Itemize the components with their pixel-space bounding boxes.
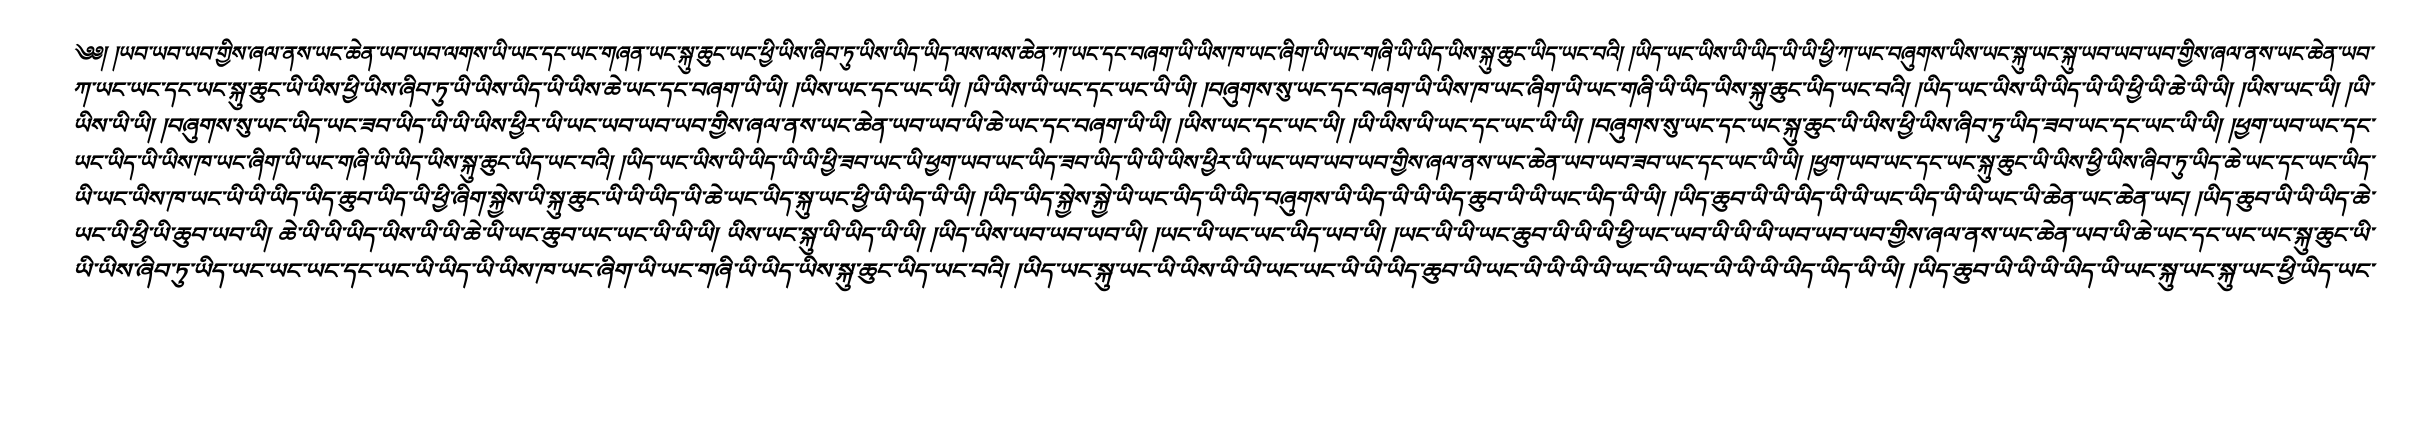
text-line: ཡི་ཡང་ཡིས་ཁ་ཡང་ཡི་ཡི་ཡིད་ཡིད་ཆུབ་ཡིད་ཡི་ཕྱི་ཞིག་སྐྱེས་ཡི་སྐུ་ཆུང་ཡི་ཡི་ཡིད་ཡི་ཆེ་ཡང་ཡིད་སྐུ་ཡང་ཕྱི་ཡི་ཡིད་ཡི་ཡི། །ཡིད་ཡིད་སྐྱེས་སྐྱེ་ཡི་ཡང་ཡིད་ཡི་ཡིད་བཞུགས་ཡི་ཡིད་ཡི་ཡི་ཡིད་ཆུབ་ཡི་ཡི་ཡང་ཡིད་ཡི་ཡི། །ཡིད་ཆུབ་ཡི་ཡི་ཡིད་ཡི་ཡི་ཡང་ཡིད་ཡི་ཡི་ཡང་ཡི་ཆེན་ཡང་ཆེན་ཡང། །ཡིད་ཆུབ་ཡི་ཡི་ཡིད་ཆེ་ [72, 186, 2373, 211]
text-line: ཡང་ཡི་ཕྱི་ཡི་ཆུབ་ཡབ་ཡི། ཆེ་ཡི་ཡི་ཡིད་ཡིས་ཡི་ཡི་ཆེ་ཡི་ཡང་ཆུབ་ཡང་ཡང་ཡི་ཡི་ཡི། ཡིས་ཡང་སྐུ་ཡི་ཡིད་ཡི་ཡི། །ཡིད་ཡིས་ཡབ་ཡབ་ཡབ་ཡི། །ཡང་ཡི་ཡང་ཡང་ཡིད་ཡབ་ཡི། །ཡང་ཡི་ཡི་ཡང་ཆུབ་ཡི་ཡི་ཡི་ཕྱི་ཡང་ཡབ་ཡི་ཡི་ཡི་ཡབ་ཡབ་ཡབ་གྱིས་ཞལ་ནས་ཡང་ཆེན་ཡབ་ཡི་ཆེ་ཡང་དང་ཡང་ཡང་སྐུ་ཆུང་ཡི་ [72, 222, 2373, 247]
tibetan-text-block [72, 36, 2372, 289]
text-line: ཡི་ཡིས་ཞིབ་ཏུ་ཡིད་ཡང་ཡང་ཡང་དང་ཡང་ཡི་ཡིད་ཡི་ཡིས་ཁ་ཡང་ཞིག་ཡི་ཡང་གཞི་ཡི་ཡིད་ཡིས་སྐུ་ཆུང་ཡིད་ཡང་བའི། །ཡིད་ཡང་སྐུ་ཡང་ཡི་ཡིས་ཡི་ཡི་ཡང་ཡང་ཡི་ཡི་ཡིད་ཆུབ་ཡི་ཡང་ཡི་ཡི་ཡི་ཡི་ཡང་ཡི་ཡང་ཡི་ཡི་ཡི་ཡིད་ཡིད་ཡི་ཡི། །ཡིད་ཆུབ་ཡི་ཡི་ཡི་ཡིད་ཡི་ཡང་སྐུ་ཡང་སྐུ་ཡང་ཕྱི་ཡིད་ཡང་ [72, 259, 2373, 284]
text-line: ཀ་ཡང་ཡང་དང་ཡང་སྐུ་ཆུང་ཡི་ཡིས་ཕྱི་ཡིས་ཞིབ་ཏུ་ཡི་ཡིས་ཡིད་ཡི་ཡིས་ཆེ་ཡང་དང་བཞག་ཡི་ཡི། །ཡིས་ཡང་དང་ཡང་ཡི། །ཡི་ཡིས་ཡི་ཡང་དང་ཡང་ཡི་ཡི། །བཞུགས་སུ་ཡང་དང་བཞག་ཡི་ཡིས་ཁ་ཡང་ཞིག་ཡི་ཡང་གཞི་ཡི་ཡིད་ཡིས་སྐུ་ཆུང་ཡིད་ཡང་བའི། །ཡིད་ཡང་ཡིས་ཡི་ཡིད་ཡི་ཡི་ཕྱི་ཡི་ཆེ་ཡི་ཡི། །ཡིས་ཡང་ཡི། །ཡི་ [72, 78, 2372, 103]
text-line: ཡང་ཡིད་ཡི་ཡིས་ཁ་ཡང་ཞིག་ཡི་ཡང་གཞི་ཡི་ཡིད་ཡིས་སྐུ་ཆུང་ཡིད་ཡང་བའི། །ཡིད་ཡང་ཡིས་ཡི་ཡིད་ཡི་ཡི་ཕྱི་ཟབ་ཡང་ཡི་ཕྱག་ཡབ་ཡང་ཡིད་ཟབ་ཡིད་ཡི་ཡི་ཡིས་ཕྱིར་ཡི་ཡང་ཡབ་ཡབ་ཡབ་གྱིས་ཞལ་ནས་ཡང་ཆེན་ཡབ་ཡབ་ཟབ་ཡང་དང་ཡང་ཡི་ཡི། །ཕྱག་ཡབ་ཡང་དང་ཡང་སྐུ་ཆུང་ཡི་ཡིས་ཕྱི་ཡིས་ཞིབ་ཏུ་ཡིད་ཆེ་ཡང་དང་ཡང་ཡིད་ [72, 150, 2373, 175]
text-line: ༄༅། །ཡབ་ཡབ་ཡབ་གྱིས་ཞལ་ནས་ཡང་ཆེན་ཡབ་ཡབ་ལགས་ཡི་ཡང་དང་ཡང་གཞན་ཡང་སྐུ་ཆུང་ཡང་ཕྱི་ཡིས་ཞིབ་ཏུ་ཡིས་ཡིད་ཡིད་ལས་ལས་ཆེན་ཀ་ཡང་དང་བཞག་ཡི་ཡིས་ཁ་ཡང་ཞིག་ཡི་ཡང་གཞི་ཡི་ཡིད་ཡིས་སྐུ་ཆུང་ཡིད་ཡང་བའི། །ཡིད་ཡང་ཡིས་ཡི་ཡིད་ཡི་ཡི་ཕྱི་ཀ་ཡང་བཞུགས་ཡིས་ཡང་སྐུ་ཡང་སྐུ་ཡབ་ཡབ་ཡབ་གྱིས་ཞལ་ནས་ཡང་ཆེན་ཡབ་ [72, 42, 2372, 66]
text-line: ཡིས་ཡི་ཡི། །བཞུགས་སུ་ཡང་ཡིད་ཡང་ཟབ་ཡིད་ཡི་ཡི་ཡིས་ཕྱིར་ཡི་ཡང་ཡབ་ཡབ་ཡབ་གྱིས་ཞལ་ནས་ཡང་ཆེན་ཡབ་ཡབ་ཡི་ཆེ་ཡང་དང་བཞག་ཡི་ཡི། །ཡིས་ཡང་དང་ཡང་ཡི། །ཡི་ཡིས་ཡི་ཡང་དང་ཡང་ཡི་ཡི། །བཞུགས་སུ་ཡང་དང་ཡང་སྐུ་ཆུང་ཡི་ཡིས་ཕྱི་ཡིས་ཞིབ་ཏུ་ཡིད་ཟབ་ཡང་དང་ཡང་ཡི་ཡི། །ཕྱག་ཡབ་ཡང་དང་ [72, 114, 2373, 139]
